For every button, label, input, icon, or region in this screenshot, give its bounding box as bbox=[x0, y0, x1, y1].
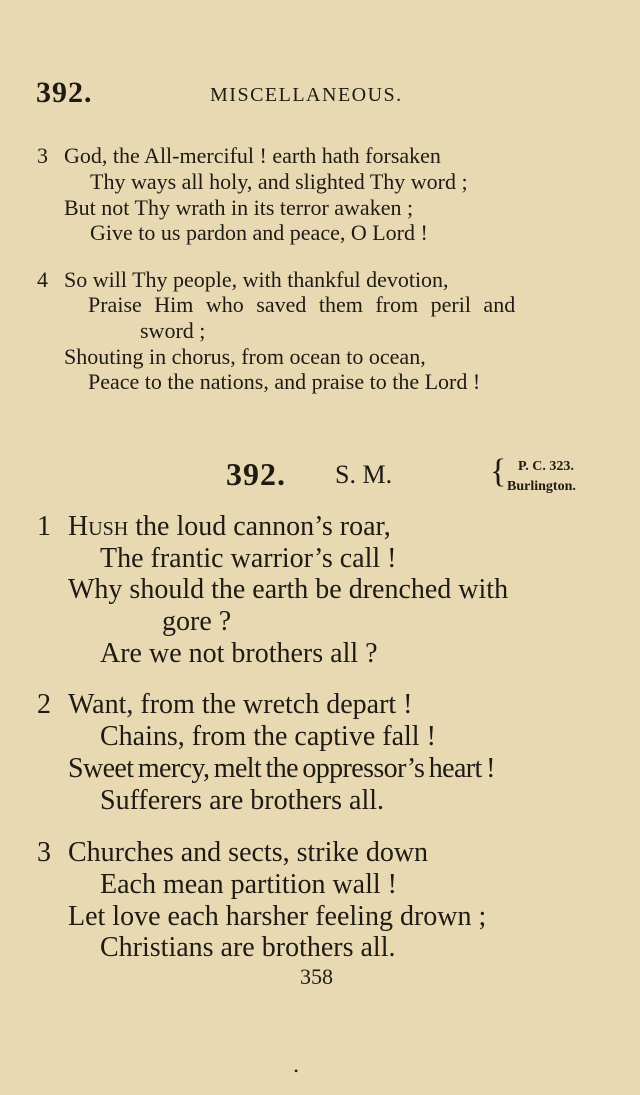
verse-line bbox=[68, 511, 391, 543]
verse-line: Each mean partition wall ! bbox=[100, 869, 397, 900]
verse-line: Christians are brothers all. bbox=[100, 932, 396, 963]
verse-line: So will Thy people, with thankful devotion, bbox=[64, 267, 449, 292]
verse-line: Thy ways all holy, and slighted Thy word ; bbox=[90, 169, 468, 194]
hymn-number: 392. bbox=[226, 456, 286, 492]
verse-line: Peace to the nations, and praise to the Lord ! bbox=[88, 369, 481, 394]
verse-line: Why should the earth be drenched with bbox=[68, 574, 509, 605]
verse-number: 4 bbox=[37, 267, 48, 292]
verse-line: Give to us pardon and peace, O Lord ! bbox=[90, 220, 428, 245]
verse-line: Praise Him who saved them from peril and bbox=[88, 292, 516, 317]
verse-line: Churches and sects, strike down bbox=[68, 837, 429, 868]
verse-line-rest: the loud cannon’s roar, bbox=[128, 511, 391, 542]
verse-number: 3 bbox=[37, 143, 48, 168]
verse-line: Let love each harsher feeling drown ; bbox=[68, 901, 487, 932]
verse-line: But not Thy wrath in its terror awaken ; bbox=[64, 195, 414, 220]
running-hymn-number: 392. bbox=[36, 76, 93, 109]
verse-line: Want, from the wretch depart ! bbox=[68, 689, 413, 720]
verse-line: God, the All-merciful ! earth hath forsaken bbox=[64, 143, 441, 168]
printer-mark: • bbox=[294, 1064, 299, 1078]
verse-number: 1 bbox=[37, 511, 51, 542]
tune-name: Burlington. bbox=[507, 479, 576, 494]
verse-line: Chains, from the captive fall ! bbox=[100, 721, 436, 752]
verse-line: Sweet mercy, melt the oppressor’s heart ! bbox=[68, 753, 495, 784]
first-word: Hush bbox=[68, 511, 129, 542]
tune-brace: { bbox=[490, 453, 507, 490]
page-number: 358 bbox=[300, 964, 333, 989]
verse-line: The frantic warrior’s call ! bbox=[100, 543, 397, 574]
verse-line: Sufferers are brothers all. bbox=[100, 785, 385, 816]
verse-number: 3 bbox=[37, 837, 51, 868]
verse-line: sword ; bbox=[140, 318, 206, 343]
verse-line: Are we not brothers all ? bbox=[100, 638, 378, 669]
verse-number: 2 bbox=[37, 689, 51, 720]
verse-line: gore ? bbox=[162, 606, 232, 637]
hymn-meter: S. M. bbox=[335, 460, 393, 489]
verse-line: Shouting in chorus, from ocean to ocean, bbox=[64, 344, 426, 369]
section-title: MISCELLANEOUS. bbox=[210, 84, 403, 106]
tune-reference: P. C. 323. bbox=[518, 459, 574, 474]
